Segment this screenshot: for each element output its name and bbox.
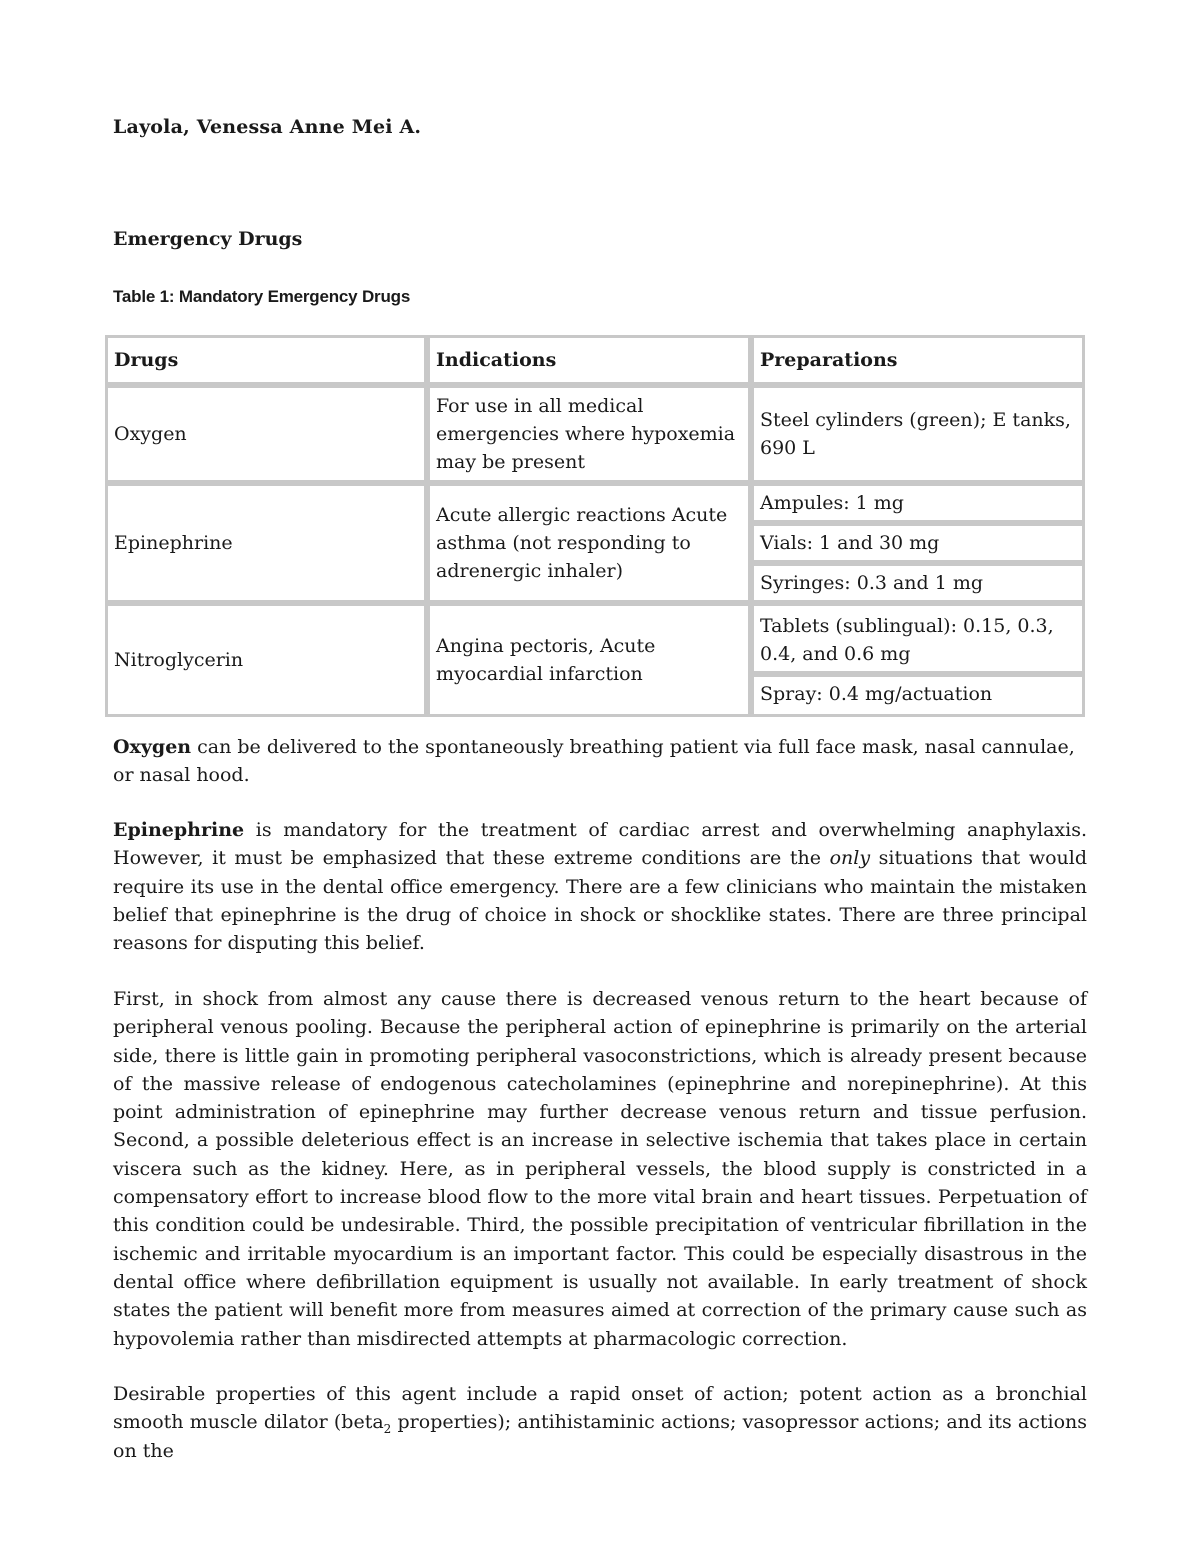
section-title: Emergency Drugs <box>113 228 303 250</box>
table-row-epinephrine <box>108 486 1082 606</box>
preparation-item: Steel cylinders (green); E tanks, 690 L <box>759 409 1071 459</box>
paragraph-text: can be delivered to the spontaneously breathing patient via full face mask, nasal cannulae, or nasal hood. <box>113 736 1075 787</box>
paragraph-reasons: First, in shock from almost any cause there is decreased venous return to the heart because of peripheral venous pooling. Because the peripheral action of epinephrine is primarily on the arterial side, there is little gain in promoting peripheral vasoconstrictions, which is already present because of the massive release of endogenous catecholamines (epinephrine and norepinephrine). At this point administration of epinephrine may further decrease venous return and tissue perfusion. Second, a possible deleterious effect is an increase in selective ischemia that takes place in certain viscera such as the kidney. Here, as in peripheral vessels, the blood supply is constricted in a compensatory effort to increase blood flow to the more vital brain and heart tissues. Perpetuation of this condition could be undesirable. Third, the possible precipitation of ventricular fibrillation in the ischemic and irritable myocardium is an important factor. This could be especially disastrous in the dental office where defibrillation equipment is usually not available. In early treatment of shock states the patient will benefit more from measures aimed at correction of the primary cause such as hypovolemia rather than misdirected attempts at pharmacologic correction. <box>113 988 1087 1350</box>
paragraph-lead: Epinephrine <box>113 819 245 841</box>
table-row-nitroglycerin <box>108 606 1082 714</box>
drug-cell: Epinephrine <box>108 486 430 606</box>
indication-cell: Angina pectoris, Acute myocardial infarction <box>430 606 754 714</box>
indication-cell: For use in all medical emergencies where hypoxemia may be present <box>430 388 754 486</box>
preparation-item: Tablets (sublingual): 0.15, 0.3, 0.4, and 0.6 mg <box>759 615 1054 665</box>
preparation-item: Ampules: 1 mg <box>759 492 904 514</box>
author-name: Layola, Venessa Anne Mei A. <box>113 116 422 138</box>
header-preparations: Preparations <box>754 338 1082 388</box>
table-row-oxygen <box>108 388 1082 486</box>
paragraph-text: is mandatory for the treatment of cardiac arrest and overwhelming anaphylaxis. However, it must be emphasized that these extreme conditions are the <box>113 819 1087 870</box>
table-caption: Table 1: Mandatory Emergency Drugs <box>113 287 411 306</box>
paragraph-text: Desirable properties of this agent include a rapid onset of action; potent action as a bronchial smooth muscle dilator (beta <box>113 1383 1087 1434</box>
paragraph-epinephrine <box>113 816 1087 957</box>
preparation-cell <box>754 388 1082 486</box>
paragraph-properties <box>113 1380 1087 1465</box>
preparation-cell <box>754 606 1082 714</box>
subscript: 2 <box>383 1422 392 1437</box>
drug-cell: Oxygen <box>108 388 430 486</box>
emergency-drugs-table <box>105 335 1085 717</box>
preparation-cell <box>754 486 1082 606</box>
header-drugs: Drugs <box>108 338 430 388</box>
paragraph-text: properties); antihistaminic actions; vasopressor actions; and its actions on the <box>113 1411 1088 1462</box>
table-header-row <box>108 338 1082 388</box>
indication-cell: Acute allergic reactions Acute asthma (not responding to adrenergic inhaler) <box>430 486 754 606</box>
preparation-item: Syringes: 0.3 and 1 mg <box>754 560 1082 600</box>
preparation-item: Vials: 1 and 30 mg <box>754 520 1082 560</box>
header-indications: Indications <box>430 338 754 388</box>
drug-cell: Nitroglycerin <box>108 606 430 714</box>
paragraph-emphasis: only <box>829 847 871 870</box>
preparation-item: Spray: 0.4 mg/actuation <box>754 671 1082 711</box>
paragraph-oxygen <box>113 733 1087 790</box>
paragraph-text: situations that would require its use in the dental office emergency. There are a few clinicians who maintain the mistaken belief that epinephrine is the drug of choice in shock or shocklike states. There are three principal reasons for disputing this belief. <box>113 847 1087 955</box>
paragraph-lead: Oxygen <box>113 736 192 758</box>
